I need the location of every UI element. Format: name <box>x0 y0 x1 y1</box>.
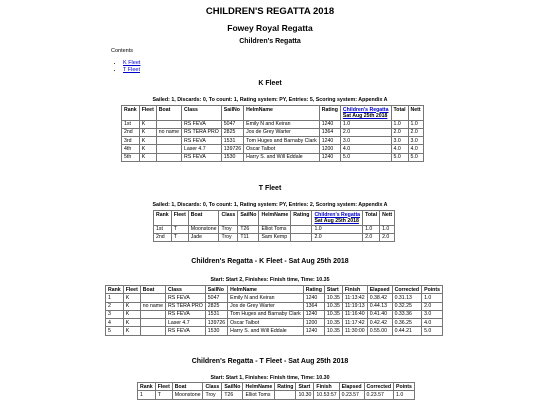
table-cell: Tom Huges and Barnaby Clark <box>244 137 320 145</box>
table-cell: 5 <box>106 327 124 335</box>
contents-item-k-fleet <box>123 60 140 67</box>
table-cell: T26 <box>238 225 259 233</box>
table-cell: K <box>139 153 156 161</box>
table-cell: 1240 <box>319 120 340 128</box>
col-rank: Rank <box>138 383 156 391</box>
table-cell: Laser 4.7 <box>166 319 206 327</box>
col-finish: Finish <box>314 383 339 391</box>
t-fleet-body <box>154 225 395 242</box>
contents-label: Contents <box>111 48 134 54</box>
table-cell: no name <box>140 302 165 310</box>
table-cell: 5.0 <box>391 153 408 161</box>
table-cell: 5.0 <box>408 153 423 161</box>
col-elapsed: Elapsed <box>367 286 392 294</box>
table-cell: 10.35 <box>324 302 342 310</box>
table-cell: 11:13:42 <box>342 294 367 302</box>
table-cell: 2.0 <box>408 128 423 136</box>
table-cell: Troy <box>203 391 222 399</box>
table-cell: Tom Huges and Barnaby Clark <box>228 310 304 318</box>
col-total: Total <box>391 106 408 121</box>
race-link-line1: Children's Regatta <box>342 106 389 113</box>
table-cell: Harry S. and Will Eddale <box>228 327 304 335</box>
table-row <box>154 225 395 233</box>
table-cell: 4.0 <box>422 319 443 327</box>
table-row <box>106 327 443 335</box>
table-cell: 4.0 <box>391 145 408 153</box>
t-race-table <box>137 382 415 400</box>
col-boat: Boat <box>188 211 219 226</box>
col-fleet: Fleet <box>139 106 156 121</box>
col-sailno: SailNo <box>205 286 227 294</box>
section-title: Children's Regatta <box>239 38 301 45</box>
t-fleet-heading: T Fleet <box>258 185 282 192</box>
table-cell: 0.32.25 <box>392 302 422 310</box>
table-cell: RS FEVA <box>182 137 222 145</box>
table-cell: 5.0 <box>422 327 443 335</box>
table-cell: RS FEVA <box>182 153 222 161</box>
k-race-table <box>105 285 443 336</box>
table-cell <box>156 137 181 145</box>
table-cell: 10.30 <box>296 391 314 399</box>
t-race-heading: Children's Regatta - T Fleet - Sat Aug 25th 2018 <box>191 358 349 365</box>
table-cell: Jade <box>188 233 219 241</box>
table-cell: no name <box>156 128 181 136</box>
table-cell: 2.0 <box>363 233 380 241</box>
col-rank: Rank <box>122 106 140 121</box>
table-cell <box>140 294 165 302</box>
table-cell: 1st <box>154 225 172 233</box>
table-cell: 0.41.40 <box>367 310 392 318</box>
table-cell: 2.0 <box>391 128 408 136</box>
table-cell: 1.0 <box>408 120 423 128</box>
table-cell: 5047 <box>205 294 227 302</box>
table-cell: 0.33.36 <box>392 310 422 318</box>
table-cell: 3rd <box>122 137 140 145</box>
table-cell: Laser 4.7 <box>182 145 222 153</box>
table-cell: 11:16:40 <box>342 310 367 318</box>
col-boat: Boat <box>172 383 203 391</box>
table-cell: 3.0 <box>422 310 443 318</box>
col-fleet: Fleet <box>123 286 140 294</box>
table-cell: 5.0 <box>340 153 391 161</box>
col-race-link <box>340 106 391 121</box>
k-fleet-heading: K Fleet <box>258 80 282 87</box>
table-cell: Oscar Talbot <box>228 319 304 327</box>
race-link-line2: Sat Aug 25th 2018 <box>314 217 359 224</box>
table-cell: K <box>123 310 140 318</box>
col-rank: Rank <box>154 211 172 226</box>
contents-link-k-fleet[interactable]: K Fleet <box>123 60 141 66</box>
col-class: Class <box>219 211 238 226</box>
col-sailno: SailNo <box>221 106 243 121</box>
table-cell: 1200 <box>319 145 340 153</box>
table-cell: 0.42.42 <box>367 319 392 327</box>
k-fleet-summary: Sailed: 1, Discards: 0, To count: 1, Rating system: PY, Entries: 5, Scoring system: Appendix A <box>152 97 388 103</box>
table-cell: 3.0 <box>391 137 408 145</box>
table-cell: 11:30:00 <box>342 327 367 335</box>
table-cell: Emily N and Keiran <box>228 294 304 302</box>
col-class: Class <box>166 286 206 294</box>
table-cell: Emily N and Keiran <box>244 120 320 128</box>
table-cell: 4.0 <box>408 145 423 153</box>
table-cell: 10.53:57 <box>314 391 339 399</box>
col-nett: Nett <box>408 106 423 121</box>
table-cell: 1531 <box>205 310 227 318</box>
col-rank: Rank <box>106 286 124 294</box>
t-fleet-table <box>153 210 395 242</box>
table-row <box>122 153 424 161</box>
table-cell: 11:17:42 <box>342 319 367 327</box>
table-header-row <box>106 286 443 294</box>
table-cell: 2.0 <box>340 128 391 136</box>
table-cell <box>275 391 296 399</box>
table-cell: RS FEVA <box>182 120 222 128</box>
k-race-heading: Children's Regatta - K Fleet - Sat Aug 25th 2018 <box>191 258 349 265</box>
table-row <box>122 120 424 128</box>
table-cell <box>156 120 181 128</box>
col-boat: Boat <box>140 286 165 294</box>
col-start: Start <box>324 286 342 294</box>
table-cell: 1364 <box>319 128 340 136</box>
table-cell <box>140 319 165 327</box>
table-cell: Jos de Grey Warter <box>244 128 320 136</box>
t-race-summary: Start: Start 1, Finishes: Finish time, Time: 10.30 <box>210 375 330 381</box>
table-cell: 1530 <box>205 327 227 335</box>
table-cell: K <box>139 137 156 145</box>
race-link-line1: Children's Regatta <box>314 211 361 218</box>
table-cell: Harry S. and Will Eddale <box>244 153 320 161</box>
table-cell: 139726 <box>221 145 243 153</box>
table-row <box>106 302 443 310</box>
col-elapsed: Elapsed <box>339 383 364 391</box>
table-cell: 1240 <box>303 294 324 302</box>
table-cell: K <box>123 327 140 335</box>
table-header-row <box>122 106 424 121</box>
col-sailno: SailNo <box>222 383 243 391</box>
table-cell: 0.23.57 <box>364 391 394 399</box>
col-rating: Rating <box>303 286 324 294</box>
col-finish: Finish <box>342 286 367 294</box>
k-fleet-body <box>122 120 424 161</box>
table-cell: 10.35 <box>324 310 342 318</box>
table-cell: 10.35 <box>324 294 342 302</box>
table-cell: 2 <box>106 302 124 310</box>
col-corrected: Corrected <box>364 383 394 391</box>
table-cell: T <box>155 391 172 399</box>
table-row <box>138 391 415 399</box>
table-cell: K <box>123 319 140 327</box>
col-rating: Rating <box>291 211 312 226</box>
table-cell: 10.35 <box>324 327 342 335</box>
table-cell: Sam Kemp <box>259 233 291 241</box>
table-row <box>106 310 443 318</box>
col-fleet: Fleet <box>155 383 172 391</box>
table-cell: 0.31.13 <box>392 294 422 302</box>
t-fleet-summary: Sailed: 1, Discards: 0, To count: 1, Rating system: PY, Entries: 2, Scoring system: Appendix A <box>152 202 388 208</box>
table-cell: 1.0 <box>340 120 391 128</box>
table-cell: RS TERA PRO <box>166 302 206 310</box>
table-cell: 2.0 <box>312 233 363 241</box>
table-cell: K <box>123 302 140 310</box>
table-cell: 0.23.57 <box>339 391 364 399</box>
table-cell: 1.0 <box>312 225 363 233</box>
contents-link-t-fleet[interactable]: T Fleet <box>123 67 141 73</box>
table-row <box>106 319 443 327</box>
col-boat: Boat <box>156 106 181 121</box>
col-rating: Rating <box>319 106 340 121</box>
contents-list <box>111 60 140 74</box>
col-helmname: HelmName <box>228 286 304 294</box>
table-cell: RS FEVA <box>166 294 206 302</box>
table-cell <box>156 153 181 161</box>
table-cell: 1.0 <box>363 225 380 233</box>
col-class: Class <box>182 106 222 121</box>
col-nett: Nett <box>380 211 395 226</box>
table-cell: K <box>139 120 156 128</box>
table-header-row <box>138 383 415 391</box>
table-row <box>154 233 395 241</box>
table-cell: Moonstone <box>188 225 219 233</box>
col-corrected: Corrected <box>392 286 422 294</box>
table-row <box>106 294 443 302</box>
col-race-link <box>312 211 363 226</box>
race-link[interactable] <box>314 212 360 224</box>
col-helmname: HelmName <box>259 211 291 226</box>
table-cell: 3 <box>106 310 124 318</box>
table-cell: 0.44.21 <box>392 327 422 335</box>
table-cell: Troy <box>219 225 238 233</box>
table-cell: 3.0 <box>408 137 423 145</box>
table-cell: 1240 <box>319 137 340 145</box>
table-cell: 139726 <box>205 319 227 327</box>
contents-item-t-fleet <box>123 67 140 74</box>
table-cell: RS FEVA <box>166 310 206 318</box>
table-cell: 1364 <box>303 302 324 310</box>
race-link[interactable] <box>343 107 389 119</box>
t-race-body <box>138 391 415 399</box>
table-cell: 1 <box>106 294 124 302</box>
table-cell: 0.36.25 <box>392 319 422 327</box>
table-cell: K <box>123 294 140 302</box>
table-cell <box>291 233 312 241</box>
table-cell: 1240 <box>303 310 324 318</box>
table-cell <box>140 310 165 318</box>
col-points: Points <box>394 383 415 391</box>
table-row <box>122 128 424 136</box>
col-sailno: SailNo <box>238 211 259 226</box>
table-cell: Jos de Grey Warter <box>228 302 304 310</box>
table-cell: RS TERA PRO <box>182 128 222 136</box>
page-subtitle: Fowey Royal Regatta <box>227 23 313 33</box>
table-cell: 1.0 <box>391 120 408 128</box>
table-cell: 1.0 <box>422 294 443 302</box>
table-cell: 0.44.13 <box>367 302 392 310</box>
table-row <box>122 137 424 145</box>
table-cell: Moonstone <box>172 391 203 399</box>
table-cell: 3.0 <box>340 137 391 145</box>
table-cell: 1240 <box>303 327 324 335</box>
col-total: Total <box>363 211 380 226</box>
table-cell: T26 <box>222 391 243 399</box>
table-cell: 1st <box>122 120 140 128</box>
k-race-body <box>106 294 443 335</box>
table-cell: T <box>171 233 188 241</box>
table-cell: 0.38.42 <box>367 294 392 302</box>
col-rating: Rating <box>275 383 296 391</box>
table-cell: T11 <box>238 233 259 241</box>
table-cell: 2nd <box>122 128 140 136</box>
k-fleet-table <box>121 105 424 162</box>
col-class: Class <box>203 383 222 391</box>
contents <box>111 48 140 74</box>
table-cell: 2.0 <box>422 302 443 310</box>
col-fleet: Fleet <box>171 211 188 226</box>
table-cell: Elliot Toms <box>243 391 275 399</box>
table-cell: K <box>139 145 156 153</box>
col-start: Start <box>296 383 314 391</box>
table-cell: 2825 <box>205 302 227 310</box>
table-cell: 2nd <box>154 233 172 241</box>
col-helmname: HelmName <box>244 106 320 121</box>
table-cell: 1240 <box>319 153 340 161</box>
table-cell <box>156 145 181 153</box>
table-cell: K <box>139 128 156 136</box>
page-title: CHILDREN'S REGATTA 2018 <box>205 6 335 17</box>
table-cell: 1200 <box>303 319 324 327</box>
table-cell <box>291 225 312 233</box>
table-cell: RS FEVA <box>166 327 206 335</box>
table-cell: 5047 <box>221 120 243 128</box>
table-cell: 4th <box>122 145 140 153</box>
k-race-summary: Start: Start 2, Finishes: Finish time, Time: 10.35 <box>210 277 330 283</box>
table-cell: 1.0 <box>380 225 395 233</box>
table-row <box>122 145 424 153</box>
table-cell: 10.35 <box>324 319 342 327</box>
table-cell: 2825 <box>221 128 243 136</box>
table-cell: 5th <box>122 153 140 161</box>
table-cell: Oscar Talbot <box>244 145 320 153</box>
table-header-row <box>154 211 395 226</box>
table-cell: 1.0 <box>394 391 415 399</box>
table-cell: 1531 <box>221 137 243 145</box>
table-cell <box>140 327 165 335</box>
table-cell: 0.55.00 <box>367 327 392 335</box>
table-cell: 4.0 <box>340 145 391 153</box>
col-points: Points <box>422 286 443 294</box>
table-cell: 4 <box>106 319 124 327</box>
table-cell: 2.0 <box>380 233 395 241</box>
table-cell: Troy <box>219 233 238 241</box>
col-helmname: HelmName <box>243 383 275 391</box>
table-cell: 1530 <box>221 153 243 161</box>
table-cell: 1 <box>138 391 156 399</box>
race-link-line2: Sat Aug 25th 2018 <box>342 112 388 119</box>
table-cell: Elliot Toms <box>259 225 291 233</box>
table-cell: 11:19:13 <box>342 302 367 310</box>
table-cell: T <box>171 225 188 233</box>
